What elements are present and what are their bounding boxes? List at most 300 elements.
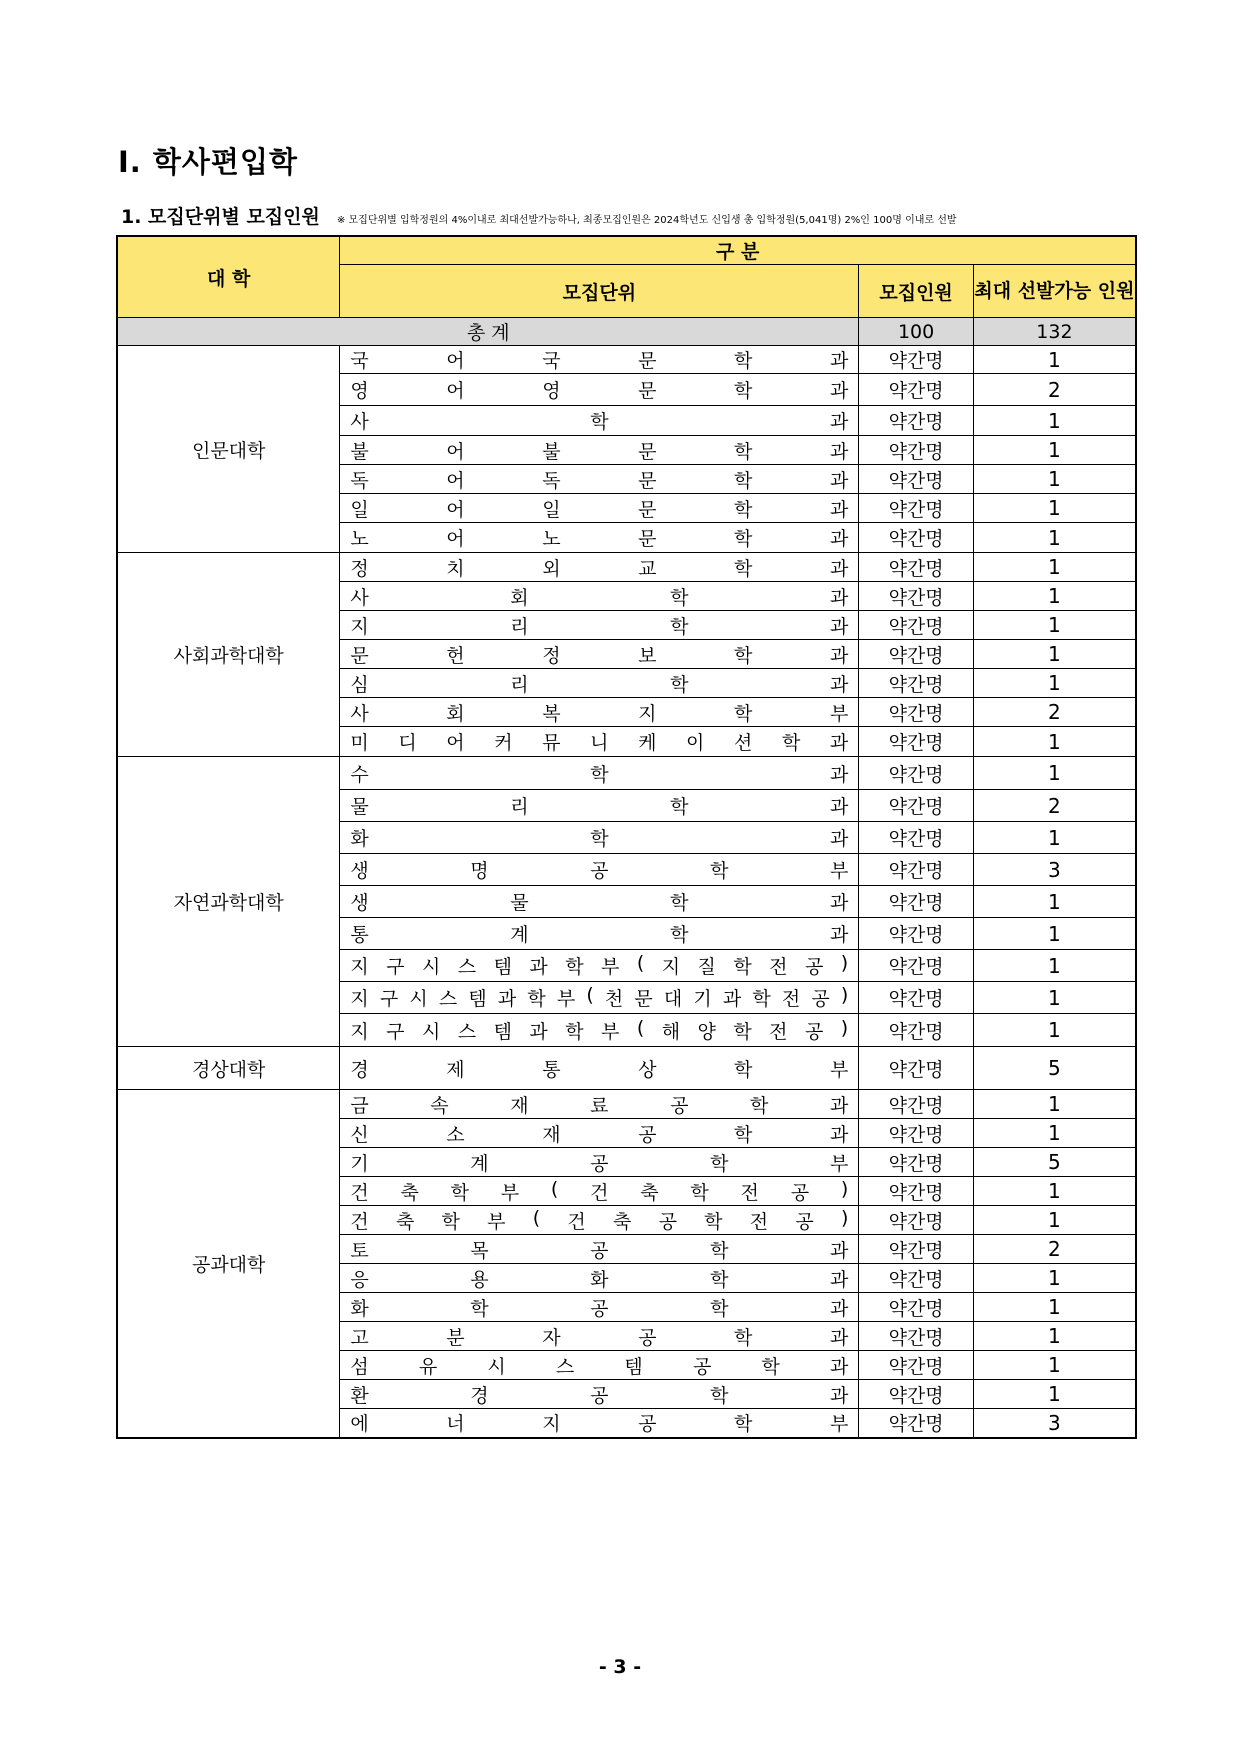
unit-name-char: 과	[829, 1355, 849, 1378]
recruit-count: 약간명	[859, 1409, 973, 1438]
unit-name-char: 과	[829, 440, 849, 463]
unit-name	[350, 984, 848, 1011]
unit-name	[350, 1055, 848, 1082]
table-row	[117, 1090, 1136, 1119]
unit-name-char: 대	[663, 988, 683, 1010]
unit-name-char: 과	[529, 956, 548, 978]
unit-cell	[340, 669, 859, 698]
unit-name-char: 시	[487, 1355, 506, 1378]
unit-cell	[340, 1047, 859, 1090]
unit-name-char: 교	[638, 557, 657, 580]
unit-name-char: )	[840, 1206, 849, 1229]
unit-name-char: 학	[734, 1413, 753, 1436]
unit-cell	[340, 1177, 859, 1206]
unit-name	[350, 760, 848, 787]
unit-name-char: 상	[638, 1058, 657, 1081]
unit-name-char: 과	[830, 763, 849, 786]
recruit-count: 약간명	[859, 886, 973, 918]
unit-name-char: 학	[670, 615, 689, 638]
unit-name-char: 학	[710, 1268, 729, 1291]
unit-name-char: 공	[804, 956, 824, 978]
unit-name-char: 건	[350, 1210, 369, 1233]
unit-cell	[340, 886, 859, 918]
unit-name-char: 경	[470, 1384, 489, 1407]
unit-name-char: 학	[734, 702, 753, 725]
unit-name-char: 어	[446, 732, 465, 754]
unit-name-char: 토	[350, 1239, 369, 1262]
unit-name-char: 어	[446, 528, 465, 550]
unit-name-char: 분	[446, 1326, 465, 1349]
unit-cell	[340, 374, 859, 406]
unit-name-char: 템	[493, 956, 512, 978]
recruit-count: 약간명	[859, 1351, 973, 1380]
section-heading	[121, 202, 957, 229]
unit-cell	[340, 1293, 859, 1322]
unit-name	[350, 1178, 848, 1205]
unit-name-char: 명	[470, 860, 489, 882]
max-count: 1	[973, 465, 1136, 494]
unit-name	[350, 856, 848, 883]
unit-name-char: 공	[658, 1210, 677, 1233]
unit-name-char: 션	[733, 732, 753, 754]
max-count: 1	[973, 1090, 1136, 1119]
unit-name-char: 정	[350, 557, 369, 580]
unit-cell	[340, 406, 859, 436]
unit-cell	[340, 1235, 859, 1264]
unit-name-char: 공	[638, 1413, 657, 1436]
max-count: 1	[973, 757, 1136, 790]
recruit-count: 약간명	[859, 346, 973, 374]
unit-cell	[340, 1090, 859, 1119]
recruitment-table-body	[117, 236, 1136, 1438]
unit-name-char: 디	[398, 732, 417, 754]
max-count: 1	[973, 611, 1136, 640]
max-count: 1	[973, 523, 1136, 553]
unit-cell	[340, 950, 859, 982]
unit-name-char: 사	[350, 411, 369, 433]
unit-name-char: 학	[734, 469, 753, 492]
unit-name-char: 과	[829, 469, 849, 492]
unit-name-char: 물	[350, 796, 369, 818]
unit-name-char: 학	[590, 828, 609, 850]
unit-name-char: 복	[542, 702, 561, 725]
unit-name-char: 유	[418, 1355, 438, 1378]
max-count: 3	[973, 854, 1136, 886]
max-count: 1	[973, 950, 1136, 982]
unit-name-char: 학	[734, 557, 753, 580]
unit-name-char: 과	[829, 673, 849, 696]
unit-name-char: 니	[590, 732, 609, 754]
recruit-count: 약간명	[859, 1293, 973, 1322]
unit-name-char: 과	[829, 528, 849, 550]
max-count: 2	[973, 698, 1136, 727]
unit-name-char: 건	[350, 1181, 369, 1204]
unit-name-char: 공	[590, 1239, 609, 1262]
unit-name-char: 부	[829, 1413, 849, 1436]
unit-name-char: 어	[446, 498, 465, 521]
unit-name	[350, 920, 848, 947]
unit-cell	[340, 982, 859, 1014]
unit-name-char: 공	[804, 1020, 824, 1043]
unit-name	[350, 824, 848, 851]
unit-name	[350, 612, 848, 639]
max-count: 5	[973, 1148, 1136, 1177]
unit-name-char: 축	[400, 1181, 419, 1204]
unit-name	[350, 1207, 848, 1234]
unit-cell	[340, 553, 859, 582]
unit-name-char: 일	[350, 498, 369, 521]
max-count: 1	[973, 406, 1136, 436]
unit-name-char: 공	[795, 1210, 814, 1233]
unit-name-char: 학	[441, 1210, 460, 1233]
unit-name-char: 해	[661, 1020, 681, 1043]
unit-name-char: 미	[350, 732, 369, 754]
unit-name-char: 학	[781, 732, 801, 754]
recruit-count: 약간명	[859, 1014, 973, 1047]
unit-name-char: 과	[829, 892, 849, 914]
unit-name-char: 계	[510, 924, 529, 946]
unit-name-char: 과	[829, 1384, 849, 1407]
unit-name-char: 문	[350, 644, 369, 667]
unit-name-char: 학	[590, 411, 609, 433]
unit-name	[350, 376, 848, 403]
max-count: 1	[973, 1380, 1136, 1409]
unit-name	[350, 1323, 848, 1350]
unit-name-char: 문	[638, 350, 657, 372]
unit-name-char: 외	[542, 557, 561, 580]
unit-name-char: 과	[829, 1239, 849, 1262]
unit-name-char: 고	[350, 1326, 369, 1349]
max-count: 1	[973, 346, 1136, 374]
unit-cell	[340, 1119, 859, 1148]
unit-name-char: 과	[829, 557, 849, 580]
unit-cell	[340, 346, 859, 374]
unit-name-char: 과	[830, 411, 849, 433]
unit-name	[350, 1017, 848, 1044]
unit-name	[350, 1236, 848, 1263]
unit-cell	[340, 854, 859, 886]
header-unit: 모집단위	[340, 265, 859, 318]
unit-name-char: 생	[350, 892, 369, 914]
unit-name-char: 템	[624, 1355, 643, 1378]
max-count: 1	[973, 553, 1136, 582]
college-name: 사회과학대학	[117, 553, 340, 757]
unit-name-char: 물	[510, 892, 529, 914]
unit-name-char: 사	[350, 586, 369, 609]
total-label: 총 계	[117, 318, 859, 346]
recruit-count: 약간명	[859, 640, 973, 669]
unit-name-char: 공	[638, 1123, 657, 1146]
unit-name-char: 재	[542, 1123, 561, 1146]
unit-name-char: 과	[829, 1094, 849, 1117]
unit-name-char: 계	[470, 1152, 489, 1175]
recruit-count: 약간명	[859, 1047, 973, 1090]
unit-name-char: 케	[638, 732, 657, 754]
unit-name-char: 시	[421, 956, 441, 978]
recruit-count: 약간명	[859, 1119, 973, 1148]
unit-name-char: 학	[734, 380, 753, 402]
max-count: 1	[973, 727, 1136, 757]
unit-name-char: 학	[734, 1058, 753, 1081]
college-name: 공과대학	[117, 1090, 340, 1438]
unit-cell	[340, 523, 859, 553]
unit-name	[350, 888, 848, 915]
table-row	[117, 346, 1136, 374]
unit-name	[350, 670, 848, 697]
page-number: - 3 -	[598, 1656, 642, 1678]
unit-name	[350, 1409, 848, 1436]
unit-name-char: 과	[829, 350, 849, 372]
unit-name-char: 학	[670, 796, 689, 818]
unit-name-char: 공	[670, 1094, 689, 1117]
unit-name-char: 구	[386, 956, 405, 978]
unit-cell	[340, 822, 859, 854]
unit-cell	[340, 611, 859, 640]
unit-name-char: 과	[722, 988, 742, 1010]
unit-name-char: 과	[829, 796, 849, 818]
unit-name-char: 과	[829, 1268, 849, 1291]
unit-name-char: 문	[634, 988, 653, 1010]
max-count: 1	[973, 1206, 1136, 1235]
unit-name-char: 부	[829, 702, 849, 725]
unit-name-char: 학	[734, 440, 753, 463]
unit-name-char: 에	[350, 1413, 369, 1436]
unit-name-char: 료	[590, 1094, 609, 1117]
max-count: 1	[973, 1293, 1136, 1322]
section-note: ※ 모집단위별 입학정원의 4%이내로 최대선발가능하나, 최종모집인원은 2024학년도 신입생 총 입학정원(5,041명) 2%인 100명 이내로 선발	[336, 215, 957, 226]
max-count: 1	[973, 669, 1136, 698]
unit-name-char: 섬	[350, 1355, 369, 1378]
unit-name-char: 기	[350, 1152, 369, 1175]
unit-name-char: 공	[692, 1355, 712, 1378]
unit-name-char: 전	[740, 1181, 759, 1204]
unit-name-char: (	[636, 952, 645, 974]
unit-name-char: 스	[438, 988, 458, 1010]
unit-name-char: 회	[510, 586, 529, 609]
unit-name-char: 뮤	[542, 732, 561, 754]
max-count: 1	[973, 494, 1136, 523]
unit-name-char: (	[586, 984, 594, 1006]
college-name: 자연과학대학	[117, 757, 340, 1047]
unit-name-char: 과	[829, 615, 849, 638]
unit-cell	[340, 1206, 859, 1235]
unit-name-char: 부	[829, 860, 849, 882]
unit-name-char: 리	[510, 673, 529, 696]
total-recruit: 100	[859, 318, 973, 346]
max-count: 1	[973, 1119, 1136, 1148]
unit-name-char: 스	[457, 956, 477, 978]
unit-name-char: 국	[542, 350, 561, 372]
max-count: 1	[973, 436, 1136, 465]
unit-name-char: 부	[487, 1210, 506, 1233]
max-count: 5	[973, 1047, 1136, 1090]
recruit-count: 약간명	[859, 465, 973, 494]
recruit-count: 약간명	[859, 1177, 973, 1206]
recruit-count: 약간명	[859, 1235, 973, 1264]
unit-name-char: 부	[601, 1020, 620, 1043]
unit-name-char: 부	[829, 1058, 849, 1081]
unit-cell	[340, 436, 859, 465]
unit-name-char: 제	[446, 1058, 465, 1081]
recruit-count: 약간명	[859, 1148, 973, 1177]
unit-name-char: 과	[529, 1020, 548, 1043]
recruit-count: 약간명	[859, 822, 973, 854]
unit-name-char: 부	[601, 956, 620, 978]
unit-name-char: 국	[350, 350, 369, 372]
unit-name-char: 학	[470, 1297, 489, 1320]
unit-name-char: 지	[638, 702, 657, 725]
unit-name-char: 공	[590, 1152, 609, 1175]
unit-name-char: 학	[450, 1181, 469, 1204]
unit-name-char: 과	[829, 1123, 849, 1146]
unit-name-char: 부	[500, 1181, 520, 1204]
unit-cell	[340, 757, 859, 790]
unit-name-char: 심	[350, 673, 369, 696]
unit-name-char: 과	[829, 380, 849, 402]
total-max: 132	[973, 318, 1136, 346]
table-row	[117, 553, 1136, 582]
unit-name-char: 일	[542, 498, 561, 521]
recruit-count: 약간명	[859, 727, 973, 757]
unit-name-char: 과	[829, 586, 849, 609]
max-count: 1	[973, 982, 1136, 1014]
unit-cell	[340, 1409, 859, 1438]
unit-name-char: 지	[350, 956, 369, 978]
recruit-count: 약간명	[859, 982, 973, 1014]
unit-name-char: 축	[640, 1181, 659, 1204]
unit-name-char: 재	[510, 1094, 529, 1117]
max-count: 1	[973, 1177, 1136, 1206]
unit-name-char: 문	[638, 440, 657, 463]
unit-name-char: 학	[734, 350, 753, 372]
unit-name-char: 시	[421, 1020, 441, 1043]
unit-name-char: 학	[734, 644, 753, 667]
unit-name-char: 치	[446, 557, 465, 580]
unit-cell	[340, 1351, 859, 1380]
unit-name-char: 학	[734, 1326, 753, 1349]
unit-name-char: 문	[638, 498, 657, 521]
unit-cell	[340, 727, 859, 757]
header-college: 대 학	[117, 236, 340, 318]
unit-name-char: 공	[590, 1297, 609, 1320]
unit-name-char: 너	[446, 1413, 465, 1436]
max-count: 1	[973, 918, 1136, 950]
max-count: 2	[973, 374, 1136, 406]
unit-name-char: 과	[829, 1326, 849, 1349]
unit-name-char: 학	[710, 860, 729, 882]
max-count: 1	[973, 1014, 1136, 1047]
unit-name-char: 학	[734, 1123, 753, 1146]
unit-name-char: 불	[542, 440, 561, 463]
unit-name-char: 학	[670, 924, 689, 946]
unit-cell	[340, 582, 859, 611]
recruit-count: 약간명	[859, 1322, 973, 1351]
unit-name-char: 학	[750, 1094, 769, 1117]
unit-name-char: 축	[395, 1210, 415, 1233]
unit-name-char: 지	[661, 956, 681, 978]
unit-name-char: 문	[638, 528, 657, 550]
unit-name-char: 어	[446, 440, 465, 463]
unit-name-char: 기	[693, 988, 712, 1010]
unit-cell	[340, 918, 859, 950]
unit-cell	[340, 1380, 859, 1409]
unit-name-char: 리	[510, 796, 529, 818]
unit-name-char: 이	[686, 732, 705, 754]
unit-name-char: 천	[604, 988, 624, 1010]
max-count: 2	[973, 1235, 1136, 1264]
unit-name-char: 환	[350, 1384, 369, 1407]
unit-name-char: 공	[811, 988, 830, 1010]
unit-name-char: 신	[350, 1123, 369, 1146]
unit-name-char: )	[840, 952, 849, 974]
recruit-count: 약간명	[859, 1090, 973, 1119]
unit-name-char: 구	[386, 1020, 405, 1043]
table-row	[117, 1047, 1136, 1090]
max-count: 1	[973, 640, 1136, 669]
unit-name-char: 공	[790, 1181, 810, 1204]
unit-name-char: 지	[350, 615, 369, 638]
unit-name-char: 소	[446, 1123, 465, 1146]
unit-name-char: 독	[542, 469, 561, 492]
unit-name-char: 화	[590, 1268, 609, 1291]
unit-name-char: 전	[749, 1210, 769, 1233]
unit-name-char: 노	[350, 528, 369, 550]
unit-name-char: 어	[446, 350, 465, 372]
recruit-count: 약간명	[859, 436, 973, 465]
unit-name-char: 과	[829, 924, 849, 946]
unit-name-char: 헌	[446, 644, 465, 667]
recruit-count: 약간명	[859, 406, 973, 436]
unit-name	[350, 699, 848, 726]
college-name: 인문대학	[117, 346, 340, 553]
unit-name	[350, 1381, 848, 1408]
unit-name-char: 건	[590, 1181, 609, 1204]
max-count: 1	[973, 1322, 1136, 1351]
recruit-count: 약간명	[859, 523, 973, 553]
unit-name-char: 공	[638, 1326, 657, 1349]
unit-cell	[340, 1322, 859, 1351]
unit-name-char: 회	[446, 702, 465, 725]
unit-name-char: 부	[556, 988, 576, 1010]
recruit-count: 약간명	[859, 854, 973, 886]
recruit-count: 약간명	[859, 582, 973, 611]
unit-name	[350, 495, 848, 522]
unit-name	[350, 554, 848, 581]
unit-cell	[340, 1014, 859, 1047]
unit-name-char: 속	[430, 1094, 449, 1117]
unit-name-char: 템	[493, 1020, 512, 1043]
max-count: 2	[973, 790, 1136, 822]
unit-name	[350, 1265, 848, 1292]
unit-name-char: 양	[697, 1020, 716, 1043]
unit-name-char: (	[550, 1177, 559, 1200]
unit-name-char: 건	[567, 1210, 586, 1233]
recruit-count: 약간명	[859, 698, 973, 727]
unit-cell	[340, 465, 859, 494]
unit-cell	[340, 790, 859, 822]
unit-name-char: 영	[542, 380, 561, 402]
unit-name-char: 화	[350, 1297, 369, 1320]
recruit-count: 약간명	[859, 950, 973, 982]
recruit-count: 약간명	[859, 757, 973, 790]
unit-name-char: (	[636, 1016, 645, 1039]
unit-cell	[340, 1148, 859, 1177]
unit-name	[350, 1149, 848, 1176]
unit-name-char: 스	[457, 1020, 477, 1043]
unit-name-char: 학	[752, 988, 771, 1010]
unit-name-char: 지	[350, 1020, 369, 1043]
max-count: 3	[973, 1409, 1136, 1438]
